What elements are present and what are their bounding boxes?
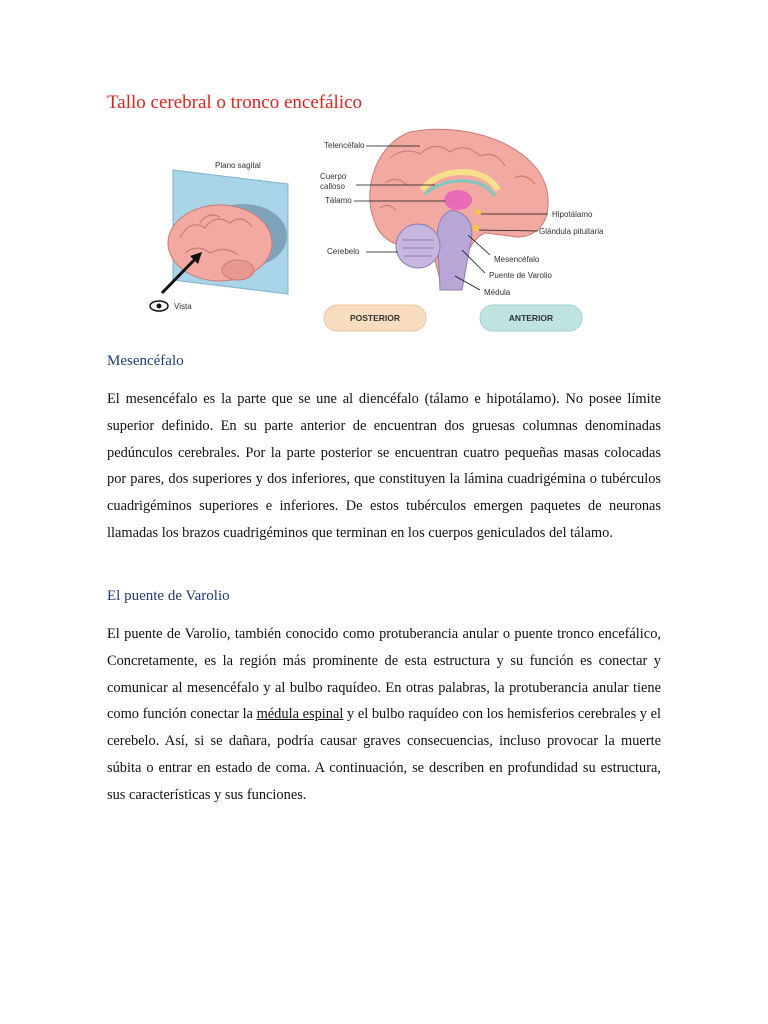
section-heading-puente: El puente de Varolio xyxy=(107,588,230,604)
brain-figure xyxy=(140,128,620,340)
section-heading-mesencefalo: Mesencéfalo xyxy=(107,353,184,369)
label-calloso: calloso xyxy=(320,182,345,191)
section-body-puente xyxy=(107,621,661,809)
cerebellum-shape xyxy=(396,224,440,268)
label-cerebelo: Cerebelo xyxy=(327,247,360,256)
cerebellum-side xyxy=(222,260,254,280)
label-talamo: Tálamo xyxy=(325,196,352,205)
label-hipotalamo: Hipotálamo xyxy=(552,210,593,219)
label-telencefalo: Telencéfalo xyxy=(324,141,365,150)
hypothalamus-shape xyxy=(475,209,481,215)
puente-text-after: y el bulbo raquídeo con los hemisferios cerebrales y el cerebelo. Así, si se dañara, podría causar graves consecuencias, incluso provocar la muerte súbita o entrar en estado de coma. A continuación, se describen en profundidad su estructura, sus características y sus funciones. xyxy=(107,706,662,803)
label-cuerpo: Cuerpo xyxy=(320,172,347,181)
eye-icon xyxy=(150,301,168,311)
posterior-badge-label: POSTERIOR xyxy=(349,313,401,323)
puente-text-before: El puente de Varolio, también conocido como protuberancia anular o puente tronco encefálico, Concretamente, es la región más prominente de esta estructura y su función es conectar y comunicar al mesencéfalo y al bulbo raquídeo. En otras palabras, la protuberancia anular tiene como función conectar la xyxy=(107,626,661,723)
medula-espinal-link[interactable]: médula espinal xyxy=(256,706,344,723)
posterior-badge xyxy=(324,305,426,331)
brain-illustration xyxy=(140,128,620,340)
label-puente: Puente de Varolio xyxy=(489,271,553,280)
anterior-badge xyxy=(480,305,582,331)
sagittal-plane-panel xyxy=(150,161,288,311)
thalamus-shape xyxy=(444,190,472,210)
midsagittal-panel xyxy=(320,129,604,331)
pituitary-shape xyxy=(473,225,480,232)
label-glandula: Glándula pituitaria xyxy=(539,227,604,236)
page-title: Tallo cerebral o tronco encefálico xyxy=(107,92,363,113)
section-body-mesencefalo: El mesencéfalo es la parte que se une al diencéfalo (tálamo e hipotálamo). No posee límite superior definido. En su parte anterior de encuentran dos gruesas columnas denominadas pedúnculos cerebrales. Por la parte posterior se encuentran cuatro pequeñas masas colocadas por pares, dos superiores y dos inferiores, que constituyen la lámina cuadrigémina o tubérculos cuadrigéminos superiores e inferiores. De estos tubérculos emergen paquetes de neuronas llamadas los brazos cuadrigéminos que terminan en los cuerpos geniculados del tálamo. xyxy=(107,391,661,541)
label-mesencefalo: Mesencéfalo xyxy=(494,255,540,264)
plane-label: Plano sagital xyxy=(215,161,261,170)
view-label: Vista xyxy=(174,302,192,311)
anterior-badge-label: ANTERIOR xyxy=(508,313,554,323)
brainstem-shape xyxy=(437,210,472,290)
label-medula: Médula xyxy=(484,288,511,297)
